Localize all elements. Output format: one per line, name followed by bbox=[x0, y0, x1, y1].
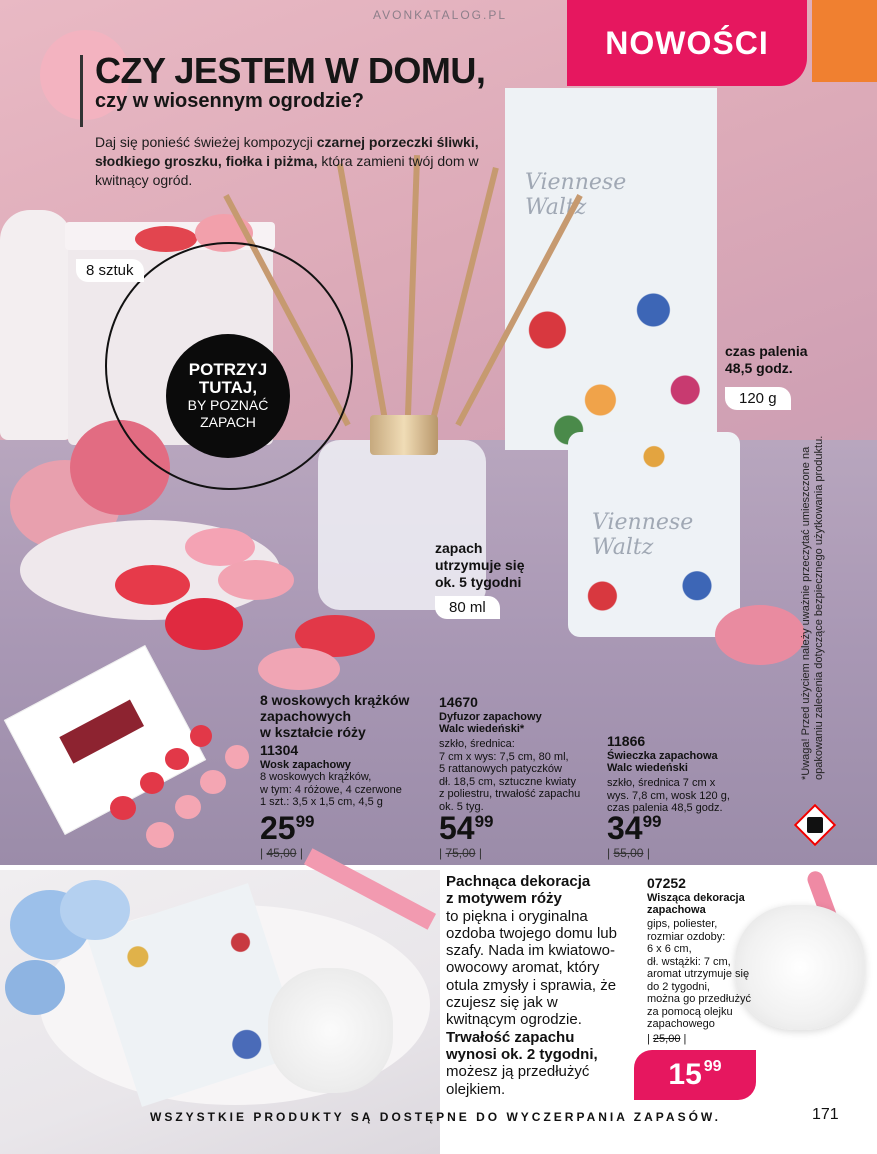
blue-flower-image bbox=[5, 960, 65, 1015]
petal-image bbox=[715, 605, 805, 665]
scratch-and-sniff-area[interactable]: POTRZYJ TUTAJ, BY POZNAĆ ZAPACH bbox=[166, 334, 290, 458]
intro-text: Daj się ponieść świeżej kompozycji czarnej porzeczki śliwki, słodkiego groszku, fiołka i piżma, która zamieni twój dom w kwitnący ogród. bbox=[95, 134, 479, 188]
hazard-symbol-icon bbox=[807, 817, 823, 833]
rattan-stick bbox=[405, 155, 420, 415]
section-tab bbox=[812, 0, 877, 82]
wax-melt bbox=[165, 598, 243, 650]
wax-melt bbox=[218, 560, 294, 600]
candle-weight-pill: 120 g bbox=[725, 387, 791, 410]
product-hanging-decoration[interactable]: 07252 Wisząca dekoracja zapachowa gips, poliester, rozmiar ozdoby: 6 x 6 cm, dł. wstążki: 7 cm, aromat utrzymuje się do 2 tygodni, można go przedłużyć za pomocą olejku zapachowego | 25,00 | bbox=[647, 875, 777, 1045]
page-subtitle: czy w wiosennym ogrodzie? bbox=[95, 90, 364, 112]
product-candle[interactable]: 11866 Świeczka zapachowa Walc wiedeński szkło, średnica 7 cm x wys. 7,8 cm, wosk 120 g, czas palenia 48,5 godz. bbox=[607, 733, 757, 815]
old-price-candle: | 55,00 | bbox=[607, 846, 650, 860]
wax-melt bbox=[258, 648, 340, 690]
wax-melt bbox=[110, 796, 136, 820]
price-diffuser: 5499 bbox=[439, 810, 494, 846]
page-number: 171 bbox=[812, 1106, 839, 1123]
wax-melt bbox=[175, 795, 201, 819]
product-diffuser[interactable]: 14670 Dyfuzor zapachowy Walc wiedeński* szkło, średnica: 7 cm x wys: 7,5 cm, 80 ml, 5 rattanowych patyczków dł. 18,5 cm, sztuczne kwiaty z poliestru, trwałość zapachu ok. 5 tyg. bbox=[439, 694, 604, 813]
wax-melt bbox=[225, 745, 249, 769]
scent-duration-callout: zapach utrzymuje się ok. 5 tygodni bbox=[435, 540, 525, 590]
wax-count-pill: 8 sztuk bbox=[76, 259, 144, 282]
page-title: CZY JESTEM W DOMU, bbox=[95, 50, 486, 91]
old-price-hanging: | 25,00 | bbox=[647, 1032, 687, 1045]
product-wax-melts[interactable]: 8 woskowych krążków zapachowych w kształcie róży 11304 Wosk zapachowy 8 woskowych krążków, w tym: 4 różowe, 4 czerwone 1 szt.: 3,5 x 1,5 cm, 4,5 g bbox=[260, 692, 435, 809]
wax-melt bbox=[200, 770, 226, 794]
decoration-description: Pachnąca dekoracja z motywem róży to piękna i oryginalna ozdoba twojego domu lub szafy. Nada im kwiatowo-owocowy aromat, który otula zmysły i sprawia, że czujesz się jak w kwitnącym ogrodzie. Trwałość zapachu wynosi ok. 2 tygodni, możesz ją przedłużyć olejkiem. bbox=[446, 873, 617, 1098]
availability-note: WSZYSTKIE PRODUKTY SĄ DOSTĘPNE DO WYCZERPANIA ZAPASÓW. bbox=[150, 1110, 721, 1124]
new-badge: NOWOŚCI bbox=[567, 0, 807, 86]
diffuser-volume-pill: 80 ml bbox=[435, 596, 500, 619]
vase-image bbox=[0, 210, 72, 440]
wax-melt bbox=[140, 772, 164, 794]
wax-melt bbox=[190, 725, 212, 747]
wax-melt bbox=[115, 565, 190, 605]
blue-flower-image bbox=[60, 880, 130, 940]
product-code: 11304 bbox=[260, 742, 299, 758]
old-price-diffuser: | 75,00 | bbox=[439, 846, 482, 860]
box-script-logo: Viennese Waltz bbox=[525, 170, 627, 220]
wax-melt bbox=[146, 822, 174, 848]
old-price-wax-melts: | 45,00 | bbox=[260, 846, 303, 860]
burn-time-callout: czas palenia 48,5 godz. bbox=[725, 343, 808, 376]
rattan-stick bbox=[430, 167, 499, 421]
price-wax-melts: 2599 bbox=[260, 810, 315, 846]
safety-warning: *Uwaga! Przed użyciem należy uważnie przeczytać umieszczone na opakowaniu zalecenia dotyczące bezpiecznego użytkowania produktu. bbox=[800, 435, 825, 780]
title-accent-bar bbox=[80, 55, 83, 127]
product-code: 14670 bbox=[439, 694, 478, 710]
wax-melt bbox=[165, 748, 189, 770]
price-candle: 3499 bbox=[607, 810, 662, 846]
product-code: 11866 bbox=[607, 733, 646, 749]
site-url[interactable]: AVONKATALOG.PL bbox=[373, 8, 508, 22]
diffuser-cap bbox=[370, 415, 438, 455]
plaster-rose-image bbox=[268, 968, 393, 1093]
price-hanging-decoration: 15 99 bbox=[634, 1050, 756, 1100]
product-code: 07252 bbox=[647, 875, 686, 891]
candle-script-logo: Viennese Waltz bbox=[592, 510, 694, 560]
